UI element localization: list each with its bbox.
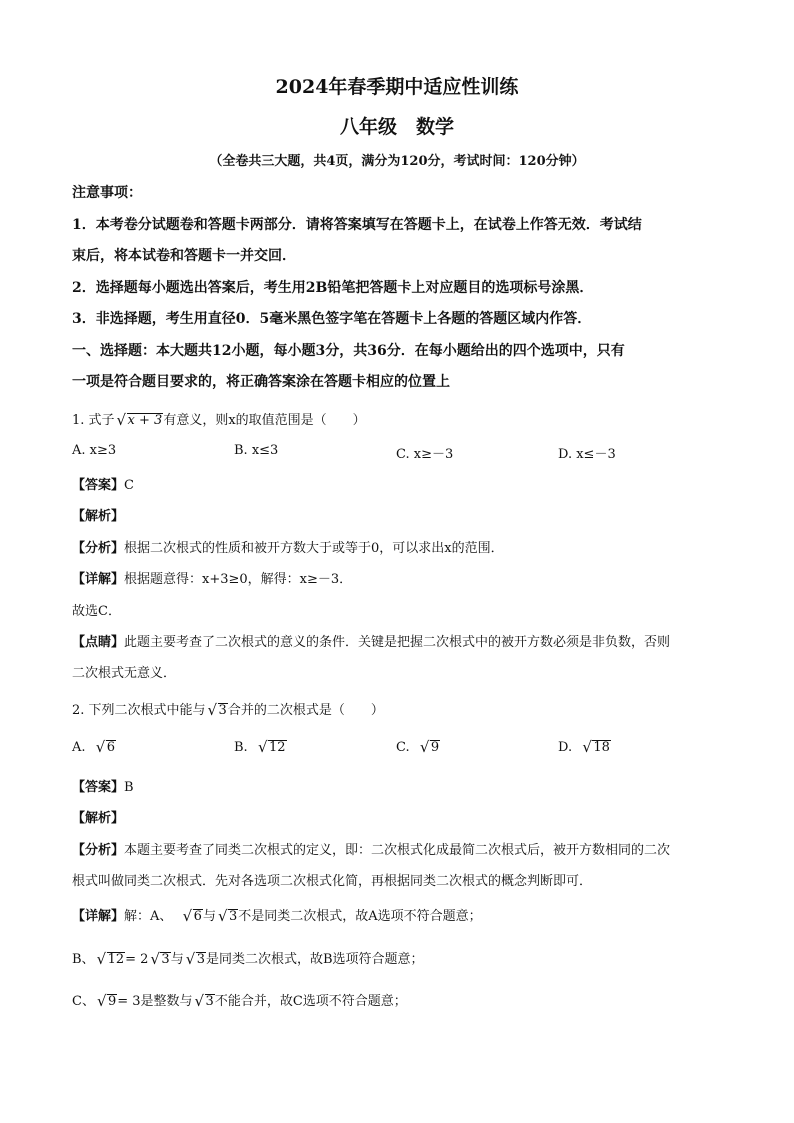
q2-xiangjie-a: 【详解】解：A、 √ 6与 √ 3不是同类二次根式，故A选项不符合题意； (72, 907, 482, 925)
q1-analysis-tag: 【解析】 (72, 509, 125, 524)
q1-conclusion: 故选C． (72, 604, 121, 619)
q2-fenxi-a: 【分析】本题主要考查了同类二次根式的定义，即：二次根式化成最简二次根式后，被开方数相同的二次 (72, 843, 671, 858)
question-2: 2. 下列二次根式中能与 √ 3合并的二次根式是（ ） (72, 701, 384, 719)
q1-option-d: D. x≤－3 (558, 447, 616, 462)
q1-answer: 【答案】C (72, 478, 134, 493)
sqrt-expression: √ 3 (207, 701, 227, 719)
radical-sign-icon: √ (257, 738, 268, 756)
question-1-suffix: 有意义，则x的取值范围是（ ） (163, 413, 366, 428)
q2-analysis-tag: 【解析】 (72, 811, 125, 826)
page-subtitle: 八年级 数学 (339, 116, 454, 138)
radical-sign-icon: √ (185, 950, 196, 968)
q1-dianjing-b: 二次根式无意义． (72, 666, 177, 681)
notice-item-2: 2．选择题每小题选出答案后，考生用2B铅笔把答题卡上对应题目的选项标号涂黑． (72, 280, 594, 296)
notice-item-1a: 1．本考卷分试题卷和答题卡两部分．请将答案填写在答题卡上，在试卷上作答无效．考试结 (72, 217, 642, 233)
q2-option-a: A. √ 6 (72, 738, 116, 756)
sqrt-expression: √ x + 3 (116, 411, 163, 429)
radical-sign-icon: √ (194, 992, 205, 1010)
radical-sign-icon: √ (582, 738, 592, 756)
q2-answer: 【答案】B (72, 780, 134, 795)
notice-item-3: 3．非选择题，考生用直径0．5毫米黑色签字笔在答题卡上各题的答题区域内作答． (72, 311, 592, 327)
radical-sign-icon: √ (182, 907, 193, 925)
section-1-intro-a: 一、选择题：本大题共12小题，每小题3分，共36分．在每小题给出的四个选项中，只有 (72, 343, 625, 359)
radical-sign-icon: √ (419, 738, 430, 756)
question-1 (72, 409, 366, 429)
q2-option-b: B. √ 12 (234, 738, 286, 756)
q2-option-c: C. √ 9 (396, 738, 440, 756)
q1-option-a: A. x≥3 (72, 443, 117, 458)
page-title: 2024年春季期中适应性训练 (275, 76, 519, 98)
question-1-prefix: 1. 式子 (72, 413, 115, 428)
exam-note: （全卷共三大题，共4页，满分为120分，考试时间：120分钟） (209, 154, 585, 169)
notice-heading: 注意事项： (72, 185, 142, 201)
q2-option-d: D. √ 18 (558, 738, 610, 756)
q2-xiangjie-c: C、 √ 9= 3是整数与 √ 3不能合并，故C选项不符合题意； (72, 992, 407, 1010)
radical-sign-icon: √ (150, 950, 160, 968)
radical-sign-icon: √ (116, 411, 127, 429)
q1-option-b: B. x≤3 (234, 443, 279, 458)
q1-fenxi: 【分析】根据二次根式的性质和被开方数大于或等于0，可以求出x的范围． (72, 541, 504, 556)
notice-item-1b: 束后，将本试卷和答题卡一并交回． (72, 248, 296, 264)
radical-sign-icon: √ (207, 701, 218, 719)
q1-dianjing-a: 【点睛】此题主要考查了二次根式的意义的条件．关键是把握二次根式中的被开方数必须是非负数，否则 (72, 635, 671, 650)
radical-sign-icon: √ (95, 738, 106, 756)
radical-sign-icon: √ (96, 992, 107, 1010)
radical-sign-icon: √ (96, 950, 107, 968)
q1-option-c: C. x≥－3 (396, 447, 454, 462)
q1-xiangjie: 【详解】根据题意得：x+3≥0，解得：x≥－3． (72, 572, 353, 587)
section-1-intro-b: 一项是符合题目要求的，将正确答案涂在答题卡相应的位置上 (72, 374, 450, 390)
q2-xiangjie-b: B、 √ 12= 2 √ 3与 √ 3是同类二次根式，故B选项符合题意； (72, 950, 424, 968)
q2-fenxi-b: 根式叫做同类二次根式．先对各选项二次根式化简，再根据同类二次根式的概念判断即可． (72, 874, 593, 889)
radical-sign-icon: √ (217, 907, 228, 925)
